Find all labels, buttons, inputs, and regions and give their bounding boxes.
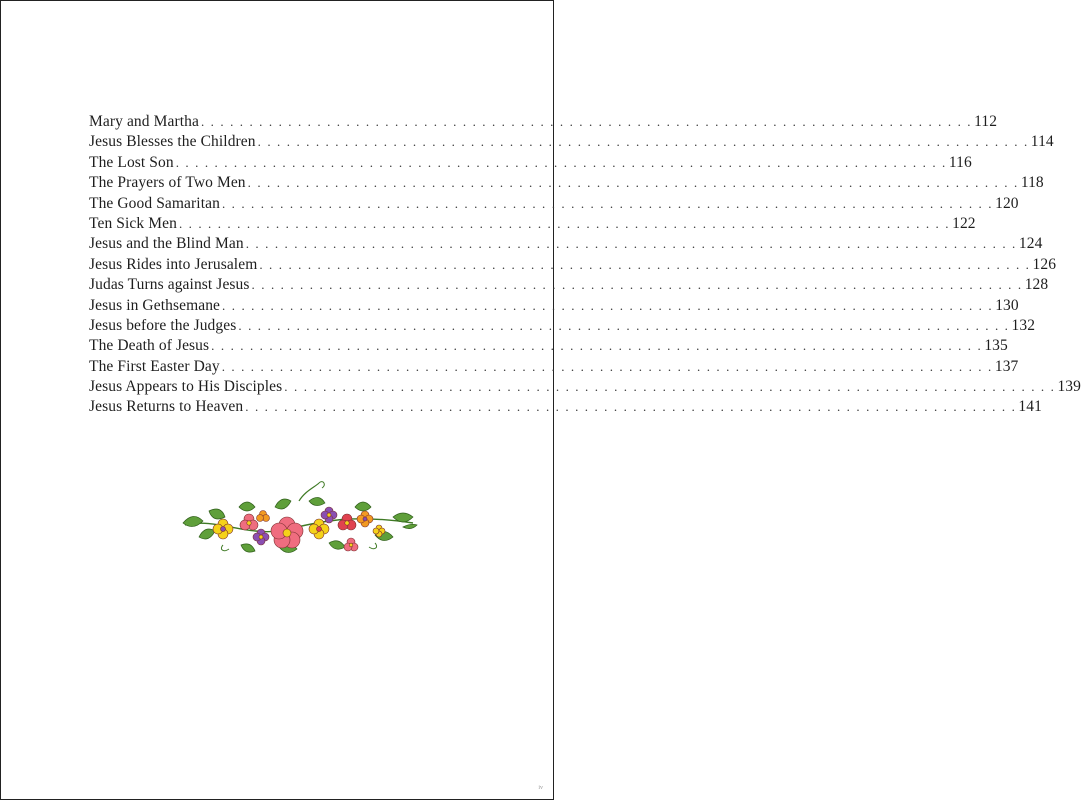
- toc-entry: [89, 133, 1054, 153]
- toc-entry-title: Jesus before the Judges: [89, 316, 237, 334]
- toc-entry-title: The Good Samaritan: [89, 194, 220, 212]
- toc-entry-page-number: 114: [1030, 133, 1054, 151]
- toc-entry-page-number: 126: [1032, 255, 1057, 273]
- dot-leader: . . . . . . . . . . . . . . . . . . . . . . . . . . . . . . . . . . . . . . . . . . . . . . . . . . . . . . . . . . . . . . . . . . . . . . . . . . . . . . . .: [257, 134, 1029, 150]
- toc-entry: [89, 235, 1043, 255]
- page-folio: iv: [538, 785, 543, 791]
- toc-entry-page-number: 141: [1018, 398, 1042, 416]
- toc-entry-title: The Lost Son: [89, 153, 174, 171]
- toc-entry: [89, 357, 1019, 378]
- toc-entry-page-number: 132: [1011, 316, 1036, 334]
- toc-entry-page-number: 128: [1024, 276, 1049, 294]
- toc-entry-page-number: 122: [952, 214, 976, 232]
- toc-entry: [89, 113, 998, 133]
- toc-entry-title: The First Easter Day: [89, 357, 220, 375]
- dot-leader: . . . . . . . . . . . . . . . . . . . . . . . . . . . . . . . . . . . . . . . . . . . . . . . . . . . . . . . . . . . . . . . . . . . . . . . . . . . . . . . .: [200, 114, 973, 129]
- toc-entry: [89, 337, 1008, 357]
- toc-entry-page-number: 130: [995, 296, 1019, 314]
- toc-entry: [89, 194, 1019, 215]
- dot-leader: . . . . . . . . . . . . . . . . . . . . . . . . . . . . . . . . . . . . . . . . . . . . . . . . . . . . . . . . . . . . . . . . . . . . . . . . . . . . . . . .: [222, 297, 994, 313]
- dot-leader: . . . . . . . . . . . . . . . . . . . . . . . . . . . . . . . . . . . . . . . . . . . . . . . . . . . . . . . . . . . . . . . . . . . . . . . . . . . . . . . .: [221, 358, 993, 374]
- toc-entry-title: The Prayers of Two Men: [89, 174, 246, 192]
- toc-entry: [89, 378, 1081, 398]
- toc-entry-title: Jesus Appears to His Disciples: [89, 378, 283, 396]
- dot-leader: . . . . . . . . . . . . . . . . . . . . . . . . . . . . . . . . . . . . . . . . . . . . . . . . . . . . . . . . . . . . . . . . . . . . . . . . . . . . . . . .: [211, 338, 983, 354]
- dot-leader: . . . . . . . . . . . . . . . . . . . . . . . . . . . . . . . . . . . . . . . . . . . . . . . . . . . . . . . . . . . . . . . . . . . . . . . . . . . . . . . .: [245, 399, 1017, 415]
- toc-entry-page-number: 116: [948, 153, 972, 171]
- toc-entry: [89, 276, 1049, 296]
- dot-leader: . . . . . . . . . . . . . . . . . . . . . . . . . . . . . . . . . . . . . . . . . . . . . . . . . . . . . . . . . . . . . . . . . . . . . . . . . . . . . . . .: [251, 277, 1023, 293]
- toc-entry: [89, 398, 1042, 418]
- toc-entry: [89, 153, 972, 174]
- toc-entry-title: Jesus and the Blind Man: [89, 235, 244, 253]
- toc-entry-title: Judas Turns against Jesus: [89, 276, 250, 294]
- toc-entry-title: Mary and Martha: [89, 113, 199, 130]
- toc-entry-title: The Death of Jesus: [89, 337, 210, 355]
- toc-entry-page-number: 120: [995, 194, 1019, 212]
- toc-entry: [89, 255, 1057, 276]
- table-of-contents: [89, 113, 1081, 419]
- toc-entry-title: Jesus Rides into Jerusalem: [89, 255, 258, 273]
- toc-entry-title: Jesus Blesses the Children: [89, 133, 256, 151]
- dot-leader: . . . . . . . . . . . . . . . . . . . . . . . . . . . . . . . . . . . . . . . . . . . . . . . . . . . . . . . . . . . . . . . . . . . . . . . . . . . . . . . .: [247, 175, 1019, 191]
- toc-entry: [89, 214, 976, 235]
- dot-leader: . . . . . . . . . . . . . . . . . . . . . . . . . . . . . . . . . . . . . . . . . . . . . . . . . . . . . . . . . . . . . . . . . . . . . . . . . . . . . . . .: [245, 236, 1017, 252]
- toc-entry-title: Jesus in Gethsemane: [89, 296, 221, 314]
- toc-entry-title: Jesus Returns to Heaven: [89, 398, 244, 416]
- toc-entry-page-number: 139: [1057, 378, 1081, 396]
- toc-entry-page-number: 135: [984, 337, 1008, 355]
- toc-entry-page-number: 124: [1018, 235, 1043, 253]
- toc-entry-title: Ten Sick Men: [89, 214, 177, 232]
- dot-leader: . . . . . . . . . . . . . . . . . . . . . . . . . . . . . . . . . . . . . . . . . . . . . . . . . . . . . . . . . . . . . . . . . . . . . . . . . . . . . . . .: [259, 256, 1031, 272]
- toc-entry: [89, 296, 1019, 317]
- toc-entry-page-number: 112: [974, 113, 998, 130]
- toc-entry: [89, 316, 1036, 337]
- dot-leader: . . . . . . . . . . . . . . . . . . . . . . . . . . . . . . . . . . . . . . . . . . . . . . . . . . . . . . . . . . . . . . . . . . . . . . . . . . . . . . . .: [178, 215, 951, 231]
- flower-garland-icon: [179, 477, 419, 567]
- toc-entry: [89, 174, 1044, 194]
- toc-entry-page-number: 118: [1020, 174, 1044, 192]
- dot-leader: . . . . . . . . . . . . . . . . . . . . . . . . . . . . . . . . . . . . . . . . . . . . . . . . . . . . . . . . . . . . . . . . . . . . . . . . . . . . . . . .: [238, 317, 1010, 333]
- dot-leader: . . . . . . . . . . . . . . . . . . . . . . . . . . . . . . . . . . . . . . . . . . . . . . . . . . . . . . . . . . . . . . . . . . . . . . . . . . . . . . . .: [175, 154, 947, 170]
- toc-entry-page-number: 137: [994, 357, 1019, 375]
- dot-leader: . . . . . . . . . . . . . . . . . . . . . . . . . . . . . . . . . . . . . . . . . . . . . . . . . . . . . . . . . . . . . . . . . . . . . . . . . . . . . . . .: [221, 195, 994, 211]
- dot-leader: . . . . . . . . . . . . . . . . . . . . . . . . . . . . . . . . . . . . . . . . . . . . . . . . . . . . . . . . . . . . . . . . . . . . . . . . . . . . . . . .: [284, 379, 1056, 395]
